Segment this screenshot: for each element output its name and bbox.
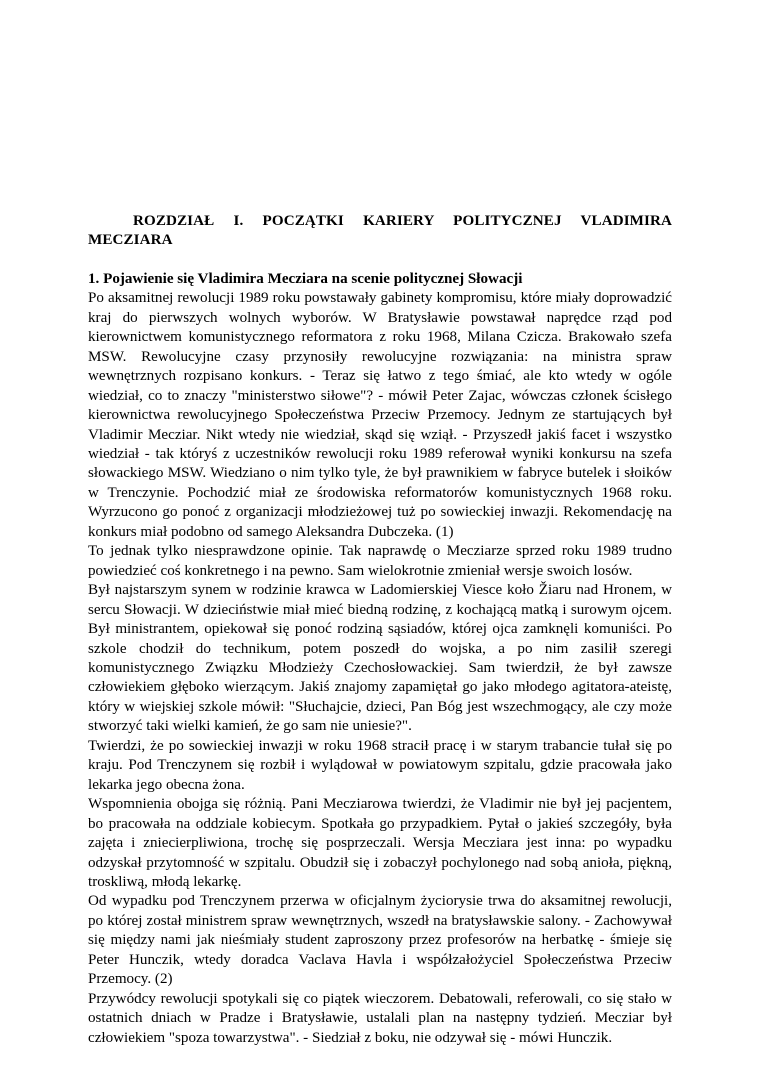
paragraph: Od wypadku pod Trenczynem przerwa w oficjalnym życiorysie trwa do aksamitnej rewolucji, po której został ministrem spraw wewnętrznych, wszedł na bratysławskie salony. - Zachowywał się między nami jak nieśmiały student zaproszony przez profesorów na herbatkę - śmieje się Peter Hunczik, wtedy doradca Vaclava Havla i współzałożyciel Społeczeństwa Przeciw Przemocy. (2) bbox=[88, 893, 672, 988]
paragraph: To jednak tylko niesprawdzone opinie. Tak naprawdę o Mecziarze sprzed roku 1989 trudno powiedzieć coś konkretnego i na pewno. Sam wielokrotnie zmieniał wersje swoich losów. bbox=[88, 543, 672, 579]
paragraph: Przywódcy rewolucji spotykali się co piątek wieczorem. Debatowali, referowali, co się stało w ostatnich dniach w Pradze i Bratysławie, ustalali plan na następny tydzień. Mecziar był człowiekiem "spoza towarzystwa". - Siedział z boku, nie odzywał się - mówi Hunczik. bbox=[88, 990, 672, 1046]
chapter-title: ROZDZIAŁ I. POCZĄTKI KARIERY POLITYCZNEJ VLADIMIRA MECZIARA bbox=[88, 213, 672, 249]
paragraph: Po aksamitnej rewolucji 1989 roku powstawały gabinety kompromisu, które miały doprowadzić kraj do pierwszych wolnych wyborów. W Bratysławie powstawał naprędce rząd pod kierownictwem komunistycznego reformatora z roku 1968, Milana Czicza. Brakowało szefa MSW. Rewolucyjne czasy przynosiły rewolucyjne rozwiązania: na ministra spraw wewnętrznych rozpisano konkurs. - Teraz się łatwo z tego śmiać, ale kto wtedy w ogóle wiedział, co to znaczy "ministerstwo siłowe"? - mówił Peter Zajac, wówczas członek ścisłego kierownictwa rewolucyjnego Społeczeństwa Przeciw Przemocy. Jednym ze startujących był Vladimir Mecziar. Nikt wtedy nie wiedział, skąd się wziął. - Przyszedł jakiś facet i wszystko wiedział - tak któryś z uczestników rewolucji roku 1989 referował wyniki konkursu na szefa słowackiego MSW. Wiedziano o nim tylko tyle, że był prawnikiem w fabryce butelek i słoików w Trenczynie. Pochodzić miał ze środowiska reformatorów komunistycznych 1968 roku. Wyrzucono go ponoć z organizacji młodzieżowej tuż po sowieckiej inwazji. Rekomendację na konkurs miał podobno od samego Aleksandra Dubczeka. (1) bbox=[88, 290, 672, 540]
paragraph: Twierdzi, że po sowieckiej inwazji w roku 1968 stracił pracę i w starym trabancie tułał się po kraju. Pod Trenczynem się rozbił i wylądował w powiatowym szpitalu, gdzie pracowała jako lekarka jego obecna żona. bbox=[88, 737, 672, 793]
document-body bbox=[88, 212, 672, 1048]
paragraph: Był najstarszym synem w rodzinie krawca w Ladomierskiej Viesce koło Žiaru nad Hronem, w sercu Słowacji. W dzieciństwie miał mieć biedną rodzinę, z kochającą matką i surowym ojcem. Był ministrantem, opiekował się ponoć rodziną sąsiadów, której ojca zamknęli komuniści. Po szkole chodził do technikum, potem poszedł do wojska, a po nim zasilił szeregi komunistycznego Związku Młodzieży Czechosłowackiej. Sam twierdził, że był zawsze człowiekiem głęboko wierzącym. Jakiś znajomy zapamiętał go jako młodego agitatora-ateistę, który w wiejskiej szkole mówił: "Słuchajcie, dzieci, Pan Bóg jest wszechmogący, ale czy może stworzyć taki wielki kamień, że go sam nie uniesie?". bbox=[88, 582, 672, 735]
paragraph: Wspomnienia obojga się różnią. Pani Mecziarowa twierdzi, że Vladimir nie był jej pacjentem, bo pracowała na oddziale kobiecym. Spotkała go przypadkiem. Pytał o jakieś szczegóły, była zajęta i zniecierpliwiona, trochę się posprzeczali. Wersja Mecziara jest inna: po wypadku odzyskał przytomność w szpitalu. Obudził się i zobaczył pochylonego nad sobą anioła, piękną, troskliwą, młodą lekarkę. bbox=[88, 796, 672, 890]
section-title: 1. Pojawienie się Vladimira Mecziara na scenie politycznej Słowacji bbox=[88, 270, 523, 287]
